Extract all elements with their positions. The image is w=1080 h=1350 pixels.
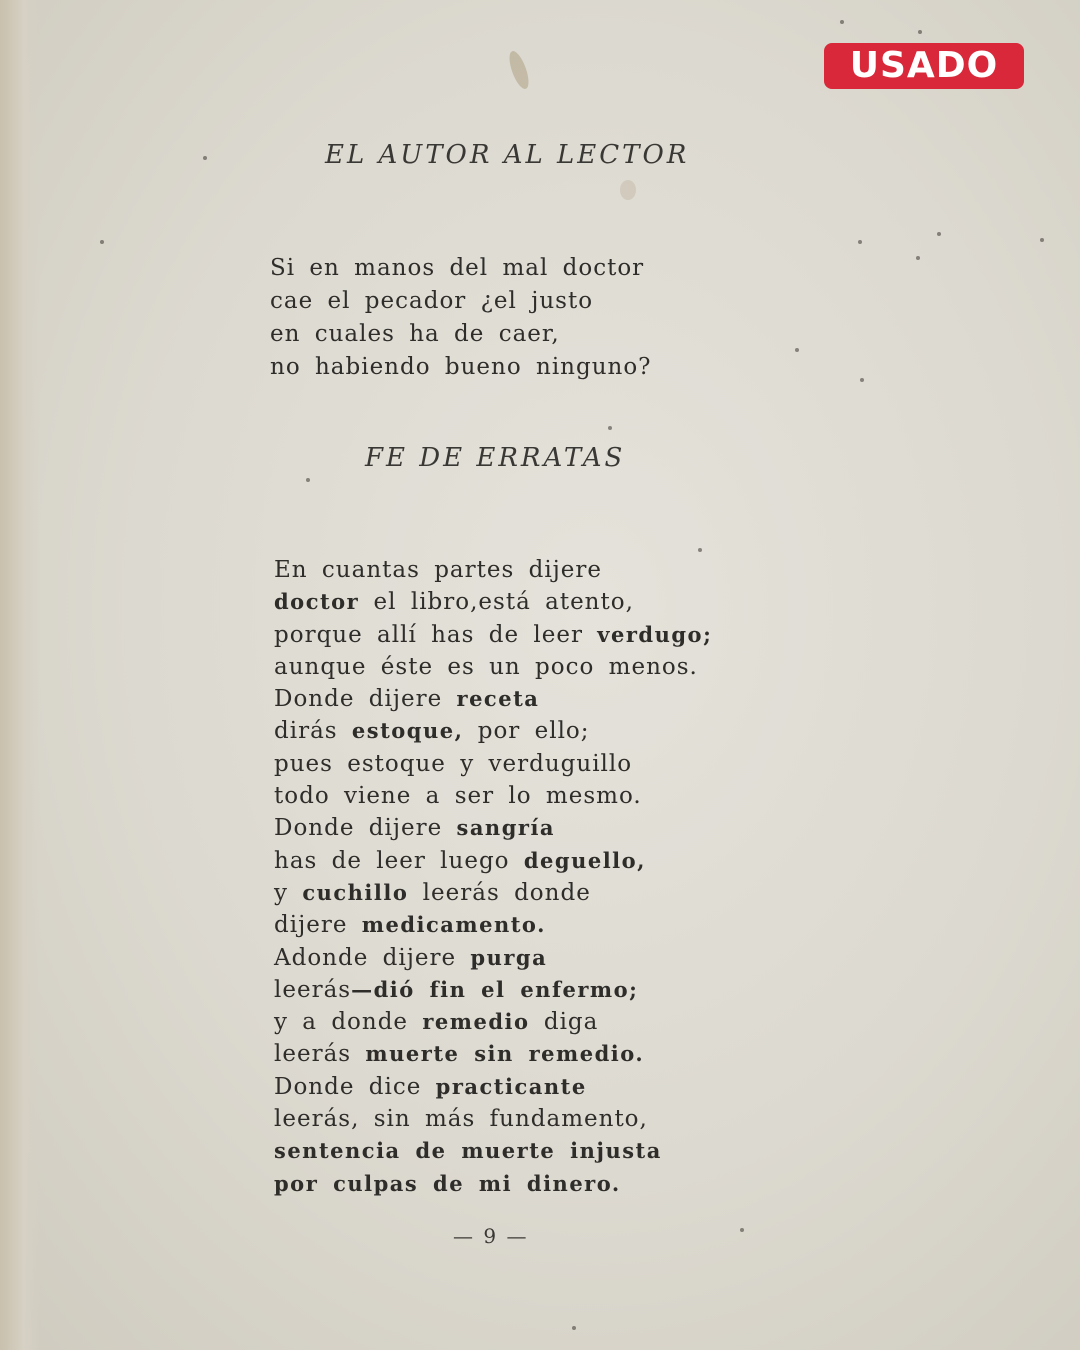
section-heading-author: EL AUTOR AL LECTOR: [325, 140, 690, 170]
page-binding-edge: [0, 0, 40, 1350]
errata-line: pues estoque y verduguillo: [274, 750, 633, 777]
page-number: — 9 —: [453, 1224, 529, 1248]
errata-line: dijere medicamento.: [274, 912, 546, 939]
errata-line: y a donde remedio diga: [274, 1009, 599, 1036]
paper-speck: [608, 426, 612, 430]
errata-line: leerás muerte sin remedio.: [274, 1041, 645, 1068]
paper-stain: [620, 180, 636, 200]
used-badge: USADO: [824, 43, 1024, 89]
errata-line: Donde dice practicante: [274, 1073, 587, 1100]
paper-speck: [840, 20, 844, 24]
paper-speck: [100, 240, 104, 244]
paper-speck: [1040, 238, 1044, 242]
poem-stanza-1: [270, 252, 652, 384]
poem-stanza-2: [274, 554, 712, 1200]
errata-line: has de leer luego deguello,: [274, 847, 646, 874]
errata-line: dirás estoque, por ello;: [274, 718, 590, 745]
errata-line: En cuantas partes dijere: [274, 557, 603, 583]
errata-line: porque allí has de leer verdugo;: [274, 621, 713, 648]
poem-line: Si en manos del mal doctor: [270, 255, 645, 281]
errata-line: leerás, sin más fundamento,: [274, 1106, 648, 1133]
paper-speck: [860, 378, 864, 382]
paper-speck: [203, 156, 207, 160]
errata-line: por culpas de mi dinero.: [274, 1170, 621, 1196]
errata-line: Donde dijere sangría: [274, 815, 556, 842]
errata-line: sentencia de muerte injusta: [274, 1138, 662, 1164]
paper-speck: [740, 1228, 744, 1232]
poem-line: no habiendo bueno ninguno?: [270, 354, 652, 380]
paper-speck: [916, 256, 920, 260]
errata-line: leerás—dió fin el enfermo;: [274, 976, 639, 1003]
paper-speck: [306, 478, 310, 482]
errata-line: doctor el libro,está atento,: [274, 589, 634, 616]
section-heading-errata: FE DE ERRATAS: [365, 443, 626, 473]
paper-speck: [937, 232, 941, 236]
errata-line: Donde dijere receta: [274, 686, 540, 713]
errata-line: Adonde dijere purga: [274, 944, 548, 971]
poem-line: en cuales ha de caer,: [270, 321, 560, 347]
paper-stain: [506, 49, 533, 91]
paper-speck: [858, 240, 862, 244]
errata-line: todo viene a ser lo mesmo.: [274, 783, 642, 810]
paper-speck: [918, 30, 922, 34]
errata-line: y cuchillo leerás donde: [274, 879, 591, 906]
poem-line: cae el pecador ¿el justo: [270, 288, 594, 314]
errata-line: aunque éste es un poco menos.: [274, 653, 698, 680]
paper-speck: [572, 1326, 576, 1330]
paper-speck: [795, 348, 799, 352]
paper-speck: [698, 548, 702, 552]
